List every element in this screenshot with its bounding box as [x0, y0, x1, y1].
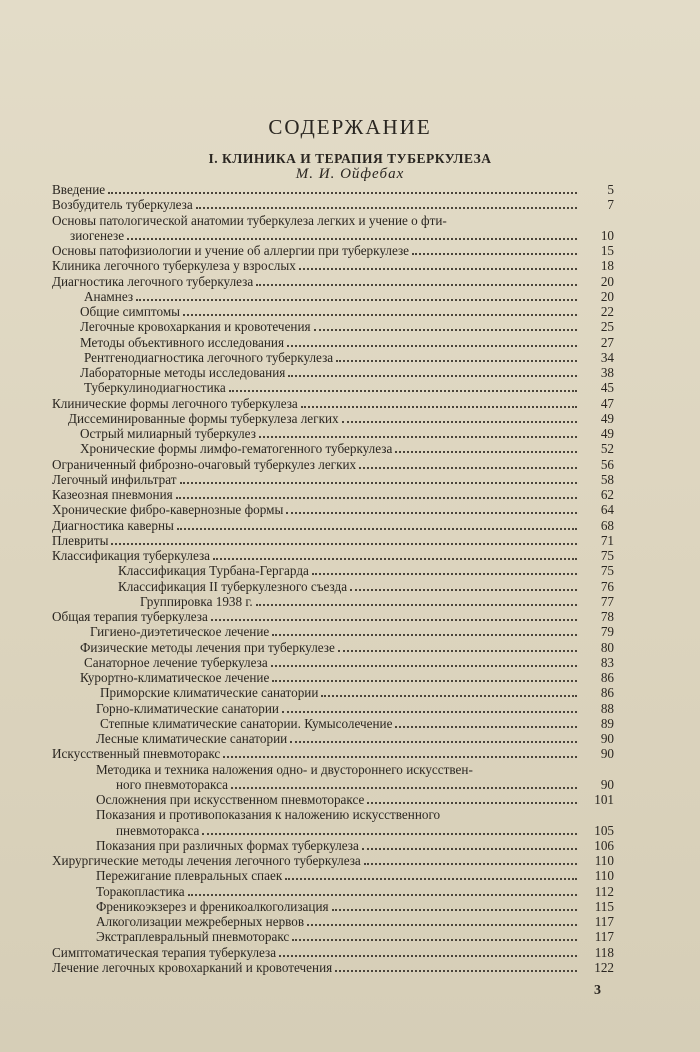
toc-page-number: 77 [600, 593, 614, 609]
toc-entry-text: Торакопластика [96, 883, 185, 899]
dot-leader [213, 557, 577, 560]
toc-entry-text: Симптоматическая терапия туберкулеза [52, 944, 277, 960]
dot-leader [314, 328, 577, 331]
toc-entry-text: Осложнения при искусственном пневмотораксе [96, 792, 365, 807]
toc-entry-text: Основы патофизиологии и учение об аллергии при туберкулезе [52, 243, 410, 258]
toc-entry-text: Рентгенодиагностика легочного туберкулеза [84, 349, 334, 365]
dot-leader [301, 405, 577, 408]
toc-page-number: 52 [600, 441, 614, 457]
dot-leader [288, 374, 577, 377]
toc-page-number: 118 [594, 944, 614, 960]
toc-entry-text: Методика и техника наложения одно- и двустороннего искусствен- [96, 761, 473, 777]
toc-page-number: 22 [600, 304, 614, 319]
toc-page-number: 90 [600, 731, 614, 746]
toc-entry [52, 609, 614, 624]
dot-leader [259, 435, 577, 438]
toc-entry-text: Экстраплевральный пневмоторакс [96, 929, 290, 945]
toc-entry-text: Гигиено-диэтетическое лечение [90, 624, 270, 640]
toc-entry [80, 335, 614, 350]
dot-leader [395, 450, 577, 453]
toc-entry [52, 960, 614, 975]
dot-leader [286, 511, 577, 514]
toc-page-number: 18 [600, 258, 614, 274]
toc-entry-text: Алкоголизации межреберных нервов [96, 914, 305, 929]
toc-entry-text: Физические методы лечения при туберкулезе [80, 639, 335, 655]
toc-entry [52, 243, 614, 258]
dot-leader [367, 801, 577, 804]
dot-leader [177, 527, 577, 530]
toc-entry [96, 701, 614, 716]
toc-entry-text: Клиника легочного туберкулеза у взрослых [52, 258, 296, 274]
toc-page-number: 110 [594, 868, 614, 884]
dot-leader [223, 755, 577, 758]
toc-entry [84, 655, 614, 670]
toc-entry-text: Общие симптомы [80, 304, 181, 319]
toc-page-number: 117 [594, 929, 614, 945]
toc-entry-text: Клинические формы легочного туберкулеза [52, 395, 298, 411]
toc-entry-text: зиогенезе [70, 227, 125, 243]
dot-leader [272, 679, 577, 682]
dot-leader [256, 603, 577, 606]
toc-entry [84, 289, 614, 304]
dot-leader [321, 694, 577, 697]
toc-entry-text: Лабораторные методы исследования [80, 365, 286, 380]
toc-entry-text: Хронические фибро-кавернозные формы [52, 502, 284, 518]
dot-leader [335, 969, 577, 972]
toc-entry [96, 884, 614, 899]
toc-page-number: 56 [600, 456, 614, 472]
toc-page-number: 110 [594, 853, 614, 868]
toc-entry [52, 274, 614, 289]
toc-entry [68, 411, 614, 426]
dot-leader [202, 832, 577, 835]
toc-entry [80, 365, 614, 380]
dot-leader [359, 466, 577, 469]
dot-leader [350, 588, 577, 591]
toc-page-number: 38 [600, 365, 614, 380]
toc-page-number: 71 [600, 532, 614, 548]
toc-entry [52, 746, 614, 761]
dot-leader [256, 283, 577, 286]
dot-leader [312, 572, 577, 575]
toc-entry [80, 319, 614, 334]
toc-entry-text: Группировка 1938 г. [140, 593, 253, 609]
toc-entry [96, 838, 614, 853]
toc-page-number: 75 [600, 548, 614, 563]
toc-entry-text: Казеозная пневмония [52, 487, 173, 502]
toc-page-number: 49 [600, 426, 614, 441]
toc-entry-text: Санаторное лечение туберкулеза [84, 654, 268, 670]
toc-page-number: 89 [600, 715, 614, 731]
dot-leader [229, 389, 577, 392]
toc-entry-text: Основы патологической анатомии туберкулеза легких и учение о фти- [52, 212, 447, 228]
toc-page-number: 115 [594, 898, 614, 914]
toc-entry [52, 457, 614, 472]
author-name: М. И. Ойфебах [295, 166, 405, 182]
dot-leader [395, 725, 577, 728]
toc-entry [100, 685, 614, 700]
toc-page-number: 105 [594, 822, 614, 838]
toc-entry [52, 502, 614, 517]
dot-leader [271, 664, 577, 667]
toc-entry [118, 579, 614, 594]
toc-entry-text: Диагностика легочного туберкулеза [52, 273, 254, 289]
toc-entry [80, 670, 614, 685]
toc-entry [140, 594, 614, 609]
dot-leader [299, 267, 577, 270]
toc-page-number: 122 [594, 959, 614, 975]
toc-entry [96, 899, 614, 914]
toc-entry-text: Классификация II туберкулезного съезда [118, 578, 348, 594]
toc-entry-text: Лесные климатические санатории [96, 731, 288, 746]
toc-entry [116, 777, 614, 792]
toc-page-number: 34 [600, 349, 614, 365]
toc-page-number: 47 [600, 395, 614, 411]
dot-leader [231, 786, 577, 789]
toc-entry-text: Общая терапия туберкулеза [52, 609, 208, 624]
toc-entry-text: Курортно-климатическое лечение [80, 670, 270, 685]
dot-leader [307, 923, 577, 926]
toc-entry [52, 518, 614, 533]
dot-leader [111, 542, 577, 545]
dot-leader [332, 908, 577, 911]
toc-entry [52, 533, 614, 548]
toc-page-number: 5 [607, 182, 614, 197]
toc-page-number: 90 [600, 776, 614, 792]
toc-entry-text: Степные климатические санатории. Кумысолечение [100, 715, 393, 731]
toc-page-number: 27 [600, 334, 614, 350]
toc-page-number: 86 [600, 670, 614, 685]
toc-page-number: 79 [600, 624, 614, 640]
toc-entry-text: пневмоторакса [116, 822, 200, 838]
toc-page-number: 117 [594, 914, 614, 929]
dot-leader [176, 496, 577, 499]
toc-page-number: 20 [600, 273, 614, 289]
toc-entry [52, 396, 614, 411]
toc-entry-text: Хирургические методы лечения легочного туберкулеза [52, 853, 361, 868]
dot-leader [338, 649, 577, 652]
toc-page-number: 64 [600, 502, 614, 518]
toc-page-number: 45 [600, 380, 614, 396]
toc-entry-text: Туберкулинодиагностика [84, 380, 226, 396]
toc-entry-text: Диагностика каверны [52, 517, 174, 533]
toc-page-number: 49 [600, 410, 614, 426]
dot-leader [272, 633, 577, 636]
toc-entry-text: Горно-климатические санатории [96, 700, 279, 716]
dot-leader [336, 359, 577, 362]
toc-entry [84, 350, 614, 365]
toc-entry [52, 945, 614, 960]
section-heading: I. КЛИНИКА И ТЕРАПИЯ ТУБЕРКУЛЕЗА [208, 151, 492, 166]
toc-page-number: 25 [600, 319, 614, 335]
toc-entry [52, 548, 614, 563]
toc-entry [52, 182, 614, 197]
toc-page-number: 86 [600, 685, 614, 701]
dot-leader [136, 298, 577, 301]
toc-entry [80, 441, 614, 456]
toc-entry [52, 487, 614, 502]
dot-leader [211, 618, 577, 621]
dot-leader [282, 710, 577, 713]
toc-page-number: 7 [607, 197, 614, 213]
toc-entry-text: Диссеминированные формы туберкулеза легких [68, 410, 339, 426]
toc-page-number: 101 [594, 792, 614, 807]
dot-leader [342, 420, 577, 423]
toc-entry-text: Приморские климатические санатории [100, 685, 319, 701]
dot-leader [180, 481, 577, 484]
dot-leader [362, 847, 577, 850]
toc-page-number: 75 [600, 563, 614, 579]
toc-entry [96, 792, 614, 807]
toc-entry [100, 716, 614, 731]
toc-page-number: 62 [600, 487, 614, 502]
toc-entry [116, 823, 614, 838]
toc-entry-text: Френикоэкзерез и френикоалкоголизация [96, 898, 329, 914]
toc-entry [80, 426, 614, 441]
toc-entry [96, 929, 614, 944]
dot-leader [287, 344, 577, 347]
toc-entry-text: Хронические формы лимфо-гематогенного туберкулеза [80, 441, 393, 457]
toc-entry-text: Анамнез [84, 288, 134, 304]
toc-entry-text: Пережигание плевральных спаек [96, 868, 283, 884]
toc-entry-text: Острый милиарный туберкулез [80, 426, 256, 441]
dot-leader [279, 954, 577, 957]
dot-leader [127, 237, 577, 240]
toc-entry [118, 563, 614, 578]
toc-page-number: 83 [600, 654, 614, 670]
toc-page-number: 15 [600, 243, 614, 258]
toc-page-number: 20 [600, 288, 614, 304]
toc-entry [52, 197, 614, 212]
dot-leader [108, 191, 577, 194]
dot-leader [412, 252, 577, 255]
toc-entry [52, 853, 614, 868]
toc-entry-text: Ограниченный фиброзно-очаговый туберкулез легких [52, 456, 357, 472]
toc-page-number: 80 [600, 639, 614, 655]
toc-page-number: 10 [600, 227, 614, 243]
dot-leader [196, 206, 577, 209]
dot-leader [290, 740, 577, 743]
dot-leader [364, 862, 577, 865]
toc-entry [96, 868, 614, 883]
toc-entry [90, 624, 614, 639]
toc-page-number: 76 [600, 578, 614, 594]
toc-page-number: 88 [600, 700, 614, 716]
toc-entry-text: ного пневмоторакса [116, 776, 228, 792]
toc-entry [70, 228, 614, 243]
toc-page-number: 112 [594, 883, 614, 899]
toc-entry-text: Показания при различных формах туберкулеза [96, 837, 359, 853]
toc-page-number: 78 [600, 609, 614, 624]
toc-page-number: 90 [600, 746, 614, 762]
toc-entry-text: Классификация Турбана-Гергарда [118, 563, 309, 579]
toc-entry-text: Легочные кровохаркания и кровотечения [80, 319, 311, 335]
toc-entry [80, 304, 614, 319]
toc-entry [52, 258, 614, 273]
toc-entry [96, 731, 614, 746]
toc-entry [80, 640, 614, 655]
toc-entry [96, 914, 614, 929]
page-number: 3 [594, 983, 601, 998]
toc-entry-text: Искусственный пневмоторакс [52, 746, 221, 762]
toc-entry-text: Плевриты [52, 532, 109, 548]
toc-entry-text: Легочный инфильтрат [52, 471, 177, 487]
page-title: СОДЕРЖАНИЕ [268, 115, 432, 139]
toc-page-number: 106 [594, 837, 614, 853]
toc-entry [84, 380, 614, 395]
toc-page-number: 58 [600, 471, 614, 487]
toc-entry-text: Лечение легочных кровохарканий и кровотечения [52, 959, 333, 975]
dot-leader [292, 938, 577, 941]
dot-leader [183, 313, 577, 316]
toc-entry [52, 472, 614, 487]
dot-leader [285, 877, 577, 880]
toc-entry-text: Возбудитель туберкулеза [52, 197, 193, 213]
toc-entry-text: Классификация туберкулеза [52, 548, 211, 563]
dot-leader [188, 893, 577, 896]
toc-entry-text: Введение [52, 182, 106, 197]
toc-entry-text: Методы объективного исследования [80, 334, 285, 350]
toc-page-number: 68 [600, 517, 614, 533]
toc-entry-text: Показания и противопоказания к наложению искусственного [96, 807, 441, 823]
